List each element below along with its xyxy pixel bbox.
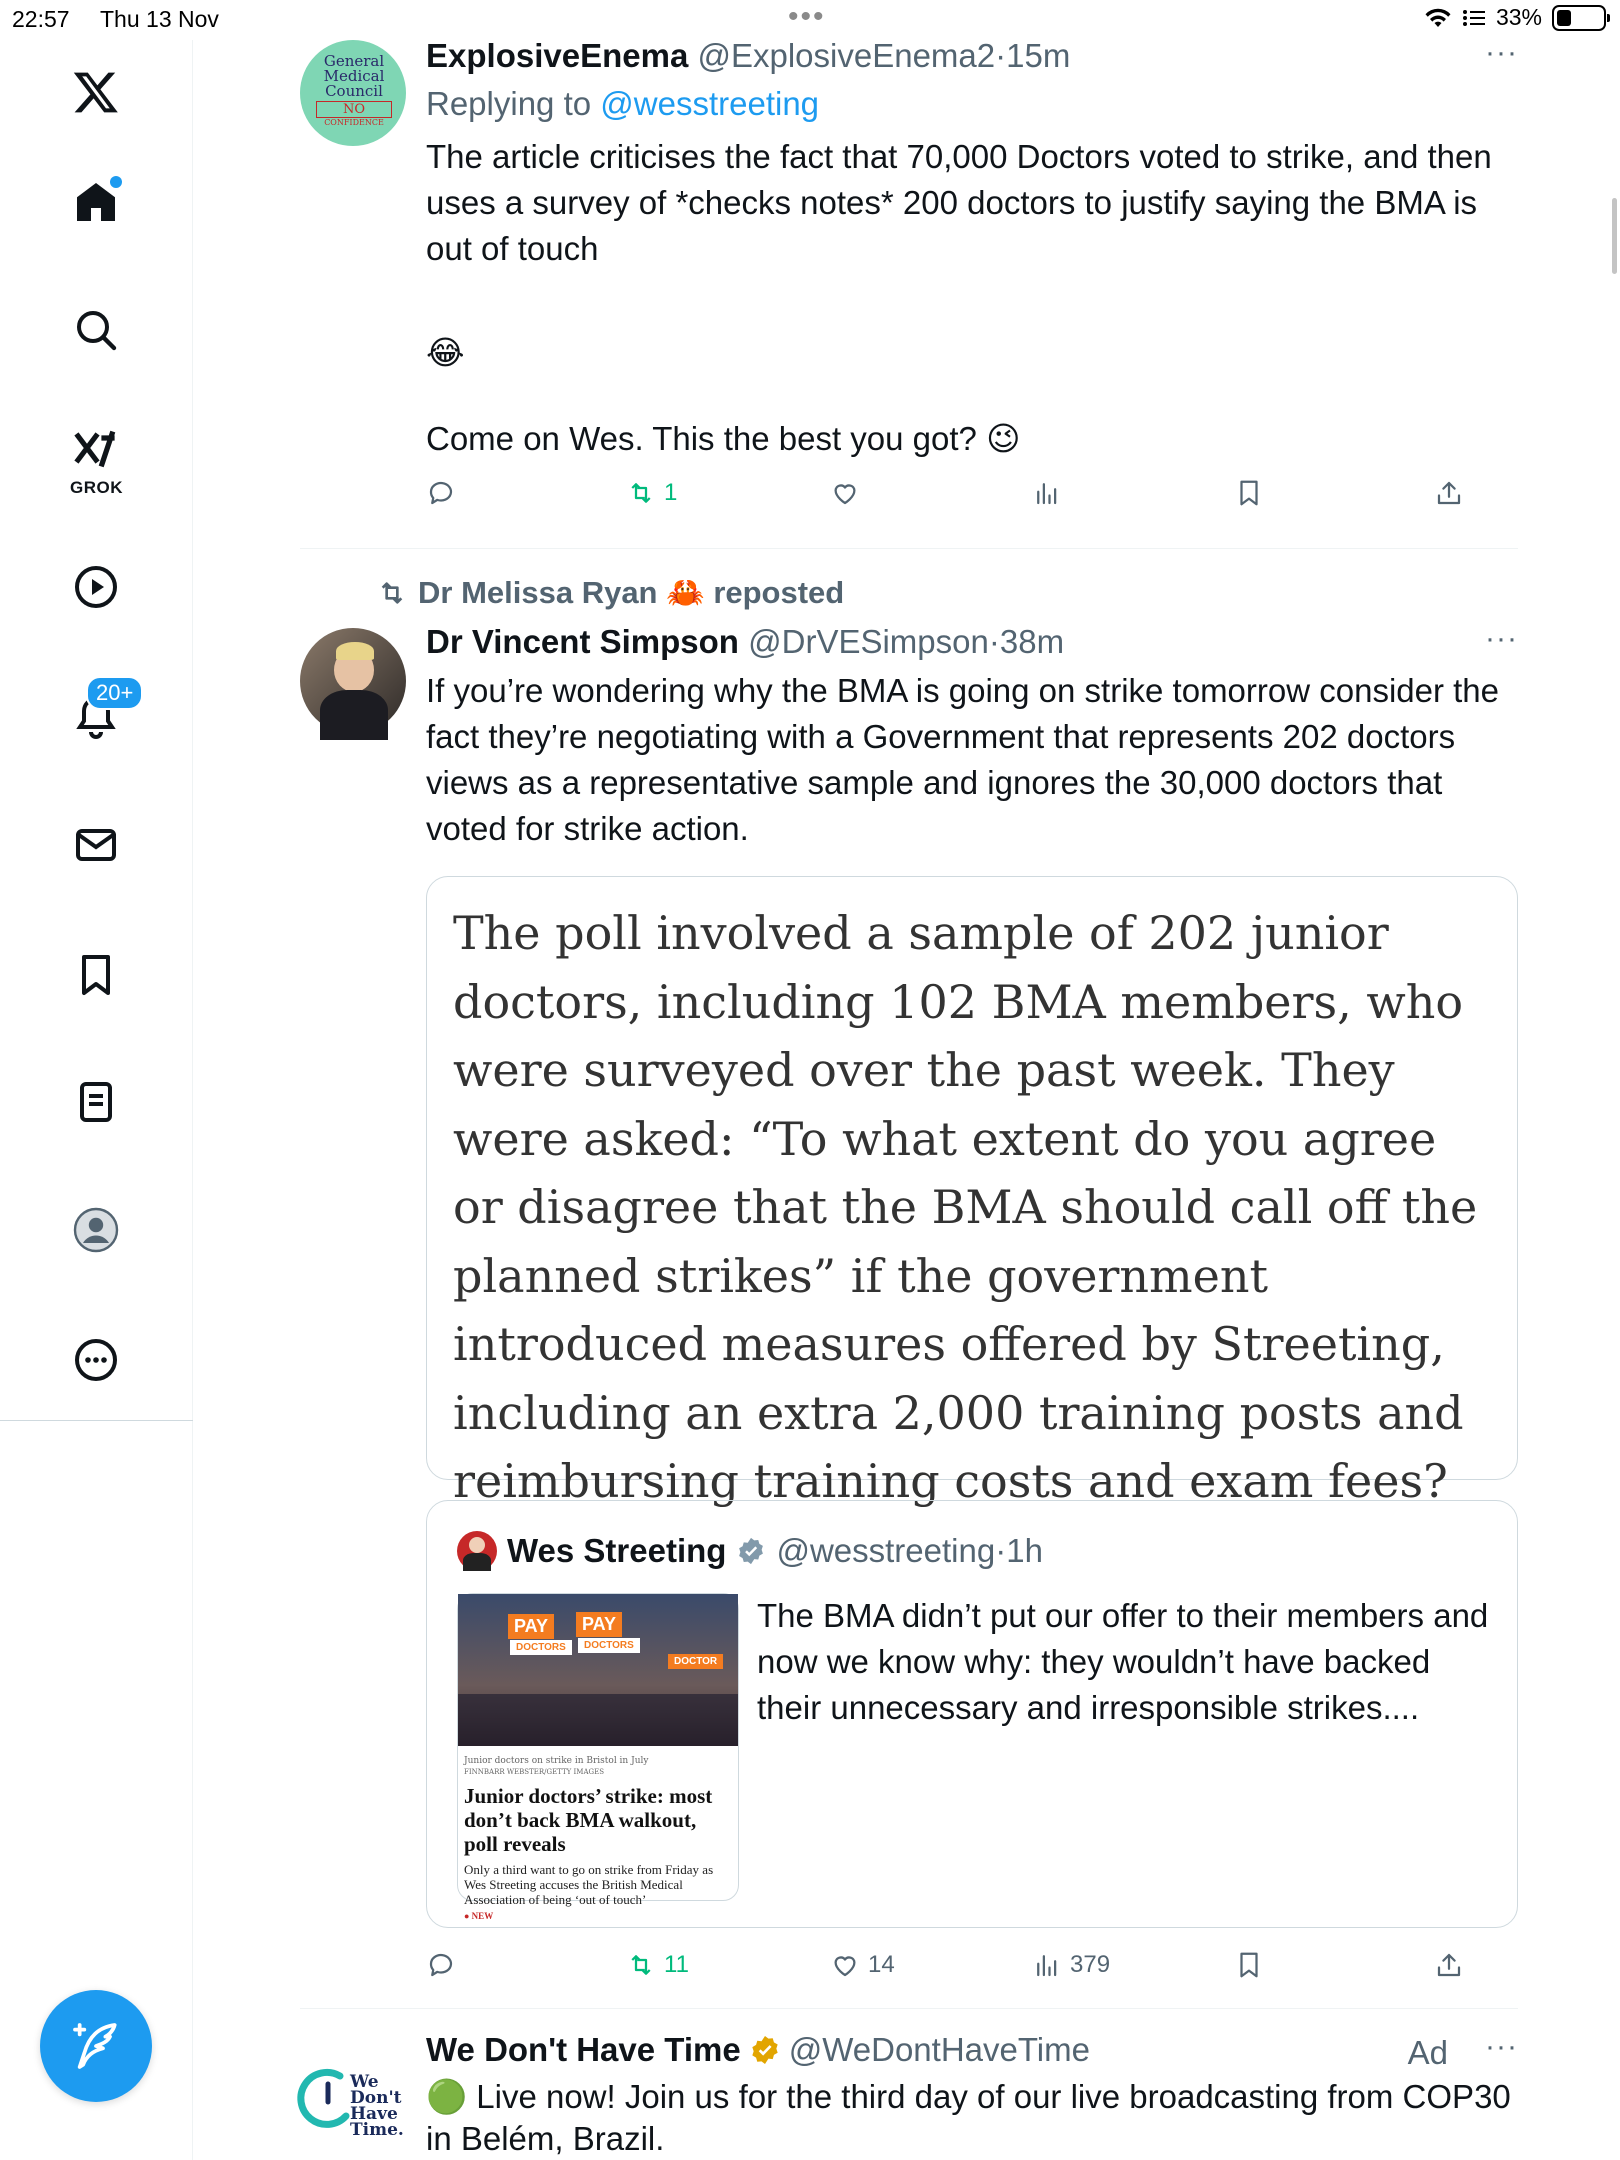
tweet-more-button[interactable]: ··· [1485, 36, 1518, 69]
like-button[interactable] [830, 478, 860, 508]
avatar-text-line: We [350, 2072, 379, 2092]
quoted-tweet-card[interactable] [426, 1500, 1518, 1928]
replying-to [426, 84, 1518, 124]
home-unread-dot [110, 176, 122, 188]
header-separator: · [995, 1532, 1007, 1569]
profile-avatar-icon[interactable] [64, 1198, 128, 1262]
avatar-text-line: Have [350, 2104, 398, 2124]
avatar-logo-text [316, 54, 392, 134]
article-subheading: Only a third want to go on strike from Friday as Wes Streeting accuses the British Medical Association of being ‘out of touch’ [464, 1862, 714, 1907]
heart-icon [830, 478, 860, 508]
placard-text: PAY [576, 1612, 622, 1637]
battery-percent: 33% [1495, 4, 1542, 30]
more-options-icon[interactable] [64, 1328, 128, 1392]
replying-label: Replying to [426, 85, 592, 122]
reply-icon [426, 478, 456, 508]
repost-by-text: Dr Melissa Ryan 🦀 reposted [418, 575, 845, 610]
multitasking-dots[interactable]: ••• [788, 0, 826, 33]
views-button[interactable] [1032, 478, 1062, 508]
avatar-text-line: Medical [323, 67, 385, 85]
views-button[interactable] [1032, 1950, 1110, 1980]
home-icon[interactable] [64, 170, 128, 234]
photo-caption: Junior doctors on strike in Bristol in July [464, 1756, 649, 1766]
author-handle[interactable]: @ExplosiveEnema2 [697, 37, 996, 74]
views-chart-icon [1032, 1950, 1062, 1980]
placard-text: DOCTORS [510, 1640, 572, 1655]
tweet-text-line: Come on Wes. This the best you got? 😉 [426, 420, 1021, 457]
avatar-text-line: Don't [350, 2088, 402, 2108]
retweet-icon [626, 478, 656, 508]
avatar-stamp-text: CONFIDENCE [324, 118, 384, 127]
tweet-time[interactable]: 15m [1006, 37, 1071, 74]
tweet-header [426, 2030, 1518, 2070]
clock-logo-icon [300, 2060, 356, 2140]
tweet-header [426, 622, 1518, 662]
ad-label: Ad [1407, 2034, 1448, 2071]
battery-icon [1552, 5, 1606, 31]
photo-credit: FINNBARR WEBSTER/GETTY IMAGES [464, 1768, 604, 1776]
promoted-tweet[interactable] [300, 2030, 1518, 2160]
video-icon[interactable] [64, 555, 128, 619]
placard-text: PAY [508, 1614, 554, 1639]
quoted-author-handle[interactable]: @wesstreeting [776, 1532, 996, 1569]
reply-icon [426, 1950, 456, 1980]
retweet-icon [626, 1950, 656, 1980]
header-separator: · [995, 37, 1007, 74]
avatar-text-line: General [323, 52, 385, 70]
tweet-actions [426, 1950, 1518, 1990]
share-icon [1434, 478, 1464, 508]
grok-label: GROK [70, 478, 123, 497]
avatar-hair [336, 642, 374, 660]
share-icon [1434, 1950, 1464, 1980]
retweet-button[interactable] [626, 1950, 689, 1980]
reply-button[interactable] [426, 478, 456, 508]
bookmarks-icon[interactable] [64, 943, 128, 1007]
notifications-badge: 20+ [86, 676, 143, 710]
view-count: 379 [1070, 1951, 1111, 1978]
tweet-text: 🟢 Live now! Join us for the third day of our live broadcasting from COP30 in Belém, Brazil. [426, 2078, 1520, 2157]
verified-badge-icon [736, 1536, 766, 1566]
compose-post-button[interactable] [40, 1990, 152, 2102]
verified-gold-badge-icon [749, 2034, 781, 2066]
status-date: Thu 13 Nov [100, 6, 219, 32]
retweet-count: 11 [664, 1951, 689, 1978]
tweet[interactable] [300, 622, 1518, 2002]
retweet-count: 1 [664, 479, 678, 506]
avatar-text-line: Time. [350, 2120, 404, 2140]
x-logo-icon[interactable] [64, 60, 128, 124]
quoted-author-name[interactable]: Wes Streeting [507, 1532, 727, 1569]
quoted-tweet-header [457, 1531, 1043, 1571]
tweet-more-button[interactable]: ··· [1485, 622, 1518, 655]
quoted-avatar[interactable] [457, 1531, 497, 1571]
avatar-shoulders [320, 690, 388, 740]
views-chart-icon [1032, 478, 1062, 508]
like-button[interactable] [830, 1950, 895, 1980]
article-headline: Junior doctors’ strike: most don’t back BMA walkout, poll reveals [464, 1784, 713, 1856]
heart-icon [830, 1950, 860, 1980]
avatar[interactable] [300, 2050, 406, 2156]
reply-button[interactable] [426, 1950, 456, 1980]
bookmark-button[interactable] [1234, 1950, 1264, 1980]
grok-icon[interactable] [64, 420, 128, 484]
tweet[interactable] [300, 36, 1518, 548]
placard-text: DOCTOR [668, 1654, 723, 1669]
timeline-feed [300, 0, 1518, 2160]
avatar-stamp-text: NO [316, 101, 392, 118]
bookmark-button[interactable] [1234, 478, 1264, 508]
retweet-icon [376, 577, 408, 609]
tweet-body [426, 622, 1518, 852]
like-count: 14 [868, 1951, 895, 1978]
avatar[interactable] [300, 628, 406, 734]
share-button[interactable] [1434, 1950, 1464, 1980]
tweet-more-button[interactable]: ··· [1485, 2030, 1518, 2063]
compose-feather-icon [68, 2018, 124, 2074]
tweet-emoji-line: 😂 [426, 334, 465, 371]
author-name[interactable]: ExplosiveEnema [426, 37, 689, 74]
avatar-text-line: Council [325, 82, 383, 100]
author-handle[interactable]: @WeDontHaveTime [788, 2031, 1090, 2068]
new-label: ● NEW [464, 1911, 494, 1921]
tweet-text: The article criticises the fact that 70,000 Doctors voted to strike, and then uses a survey of *checks notes* 200 doctors to justify saying the BMA is out of touch [426, 138, 1501, 267]
scrollbar-thumb[interactable] [1612, 198, 1617, 274]
sidebar-divider [0, 1420, 193, 1421]
retweet-button[interactable] [626, 478, 677, 508]
search-icon[interactable] [64, 298, 128, 362]
quoted-tweet-text: The BMA didn’t put our offer to their members and now we know why: they wouldn’t have backed their unnecessary and irresponsible strikes.... [757, 1597, 1489, 1726]
share-button[interactable] [1434, 478, 1464, 508]
quoted-article-thumbnail[interactable] [457, 1593, 739, 1921]
tweet-body [426, 36, 1518, 462]
tweet-text: If you’re wondering why the BMA is going on strike tomorrow consider the fact they’re negotiating with a Government that represents 202 doctors views as a representative sample and ignores the 30,000 doctors that voted for strike action. [426, 672, 1509, 847]
quoted-tweet-time[interactable]: 1h [1006, 1532, 1043, 1569]
sidebar-nav [0, 40, 193, 2160]
tweet-time[interactable]: 38m [999, 623, 1065, 660]
repost-indicator[interactable] [376, 574, 844, 611]
avatar-logo-text [350, 2074, 404, 2138]
lists-icon[interactable] [64, 1070, 128, 1134]
bookmark-icon [1234, 478, 1264, 508]
tweet-body [426, 2030, 1518, 2160]
messages-icon[interactable] [64, 813, 128, 877]
article-screenshot-card[interactable] [426, 876, 1518, 1508]
tweet-actions [426, 478, 1518, 518]
bookmark-icon [1234, 1950, 1264, 1980]
author-handle[interactable]: @DrVESimpson [748, 623, 989, 660]
avatar[interactable] [300, 40, 406, 146]
reply-mention-link[interactable]: @wesstreeting [600, 85, 820, 122]
tweet-header [426, 36, 1518, 76]
author-name[interactable]: We Don't Have Time [426, 2031, 741, 2068]
header-separator: · [988, 623, 1000, 660]
tweet-divider [300, 548, 1518, 549]
protest-photo [458, 1594, 738, 1746]
placard-text: DOCTORS [578, 1638, 640, 1653]
author-name[interactable]: Dr Vincent Simpson [426, 623, 739, 660]
status-time: 22:57 [12, 6, 70, 32]
article-screenshot-text: The poll involved a sample of 202 junior doctors, including 102 BMA members, who were surveyed over the past week. They were asked: “To what extent do you agree or disagree that the BMA should call off the planned strikes” if the government introduced measures offered by Streeting, including an extra 2,000 training posts and reimbursing training costs and exam fees? [453, 906, 1478, 1508]
tweet-divider [300, 2008, 1518, 2009]
